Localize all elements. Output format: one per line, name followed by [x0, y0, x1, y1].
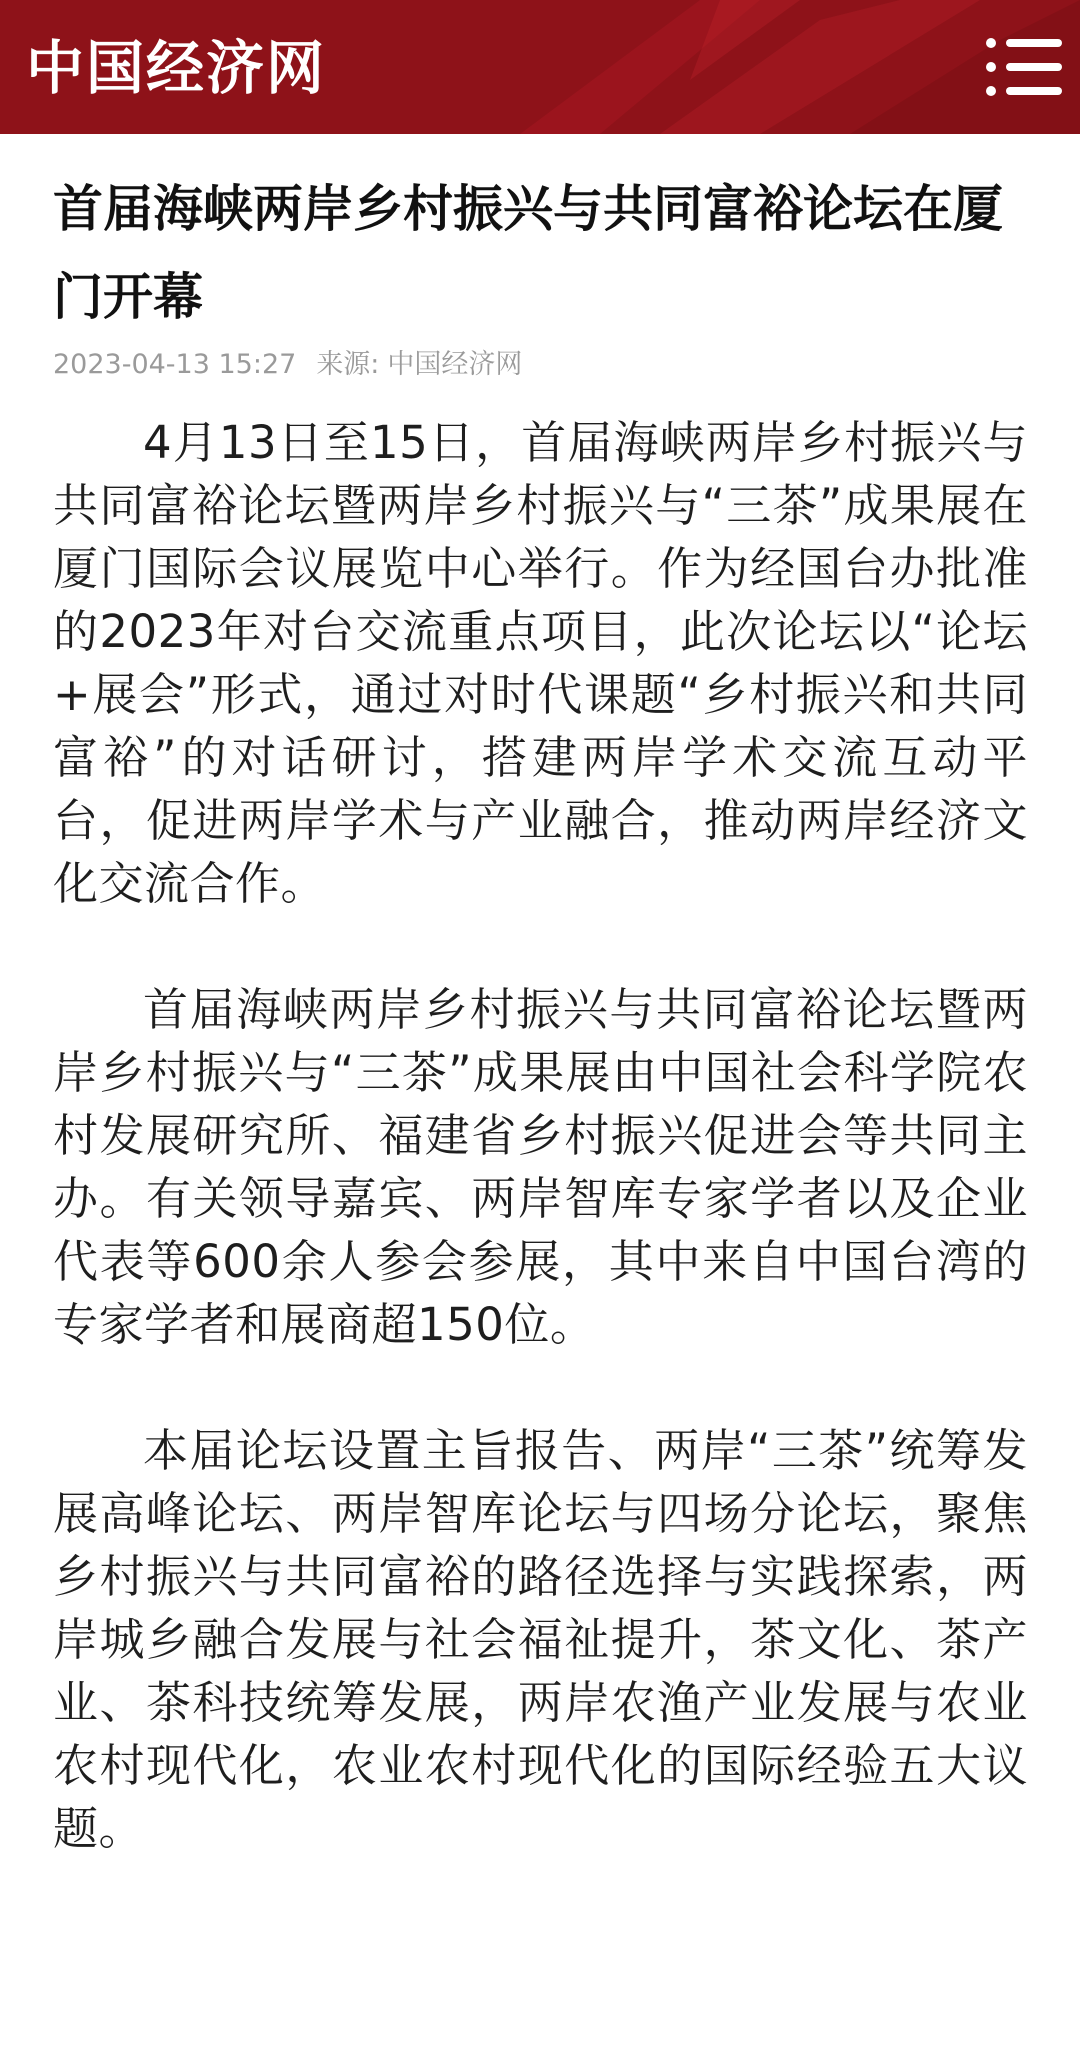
- menu-bar: [1006, 63, 1062, 71]
- article-paragraph: 首届海峡两岸乡村振兴与共同富裕论坛暨两岸乡村振兴与“三茶”成果展由中国社会科学院农村发展研究所、福建省乡村振兴促进会等共同主办。有关领导嘉宾、两岸智库专家学者以及企业代表等600余人参会参展，其中来自中国台湾的专家学者和展商超150位。: [53, 983, 1028, 1351]
- article-paragraph: 4月13日至15日，首届海峡两岸乡村振兴与共同富裕论坛暨两岸乡村振兴与“三茶”成果展在厦门国际会议展览中心举行。作为经国台办批准的2023年对台交流重点项目，此次论坛以“论坛+展会”形式，通过对时代课题“乡村振兴和共同富裕”的对话研讨，搭建两岸学术交流互动平台，促进两岸学术与产业融合，推动两岸经济文化交流合作。: [53, 416, 1028, 910]
- source-name[interactable]: 中国经济网: [387, 349, 523, 380]
- article-body: [53, 411, 1028, 1860]
- article-meta: [53, 345, 1028, 385]
- menu-bar: [1006, 39, 1062, 47]
- menu-bar: [1006, 87, 1062, 95]
- menu-dot: [986, 86, 996, 96]
- article-title: 首届海峡两岸乡村振兴与共同富裕论坛在厦门开幕: [53, 180, 1003, 326]
- menu-dot: [986, 62, 996, 72]
- article-paragraph: 本届论坛设置主旨报告、两岸“三茶”统筹发展高峰论坛、两岸智库论坛与四场分论坛，聚焦乡村振兴与共同富裕的路径选择与实践探索，两岸城乡融合发展与社会福祉提升，茶文化、茶产业、茶科技统筹发展，两岸农渔产业发展与农业农村现代化，农业农村现代化的国际经验五大议题。: [53, 1424, 1028, 1855]
- menu-icon[interactable]: [984, 30, 1064, 104]
- article: [53, 165, 1028, 1923]
- menu-dot: [986, 38, 996, 48]
- site-header: [0, 0, 1080, 134]
- source-label: 来源:: [316, 349, 380, 380]
- article-date: 2023-04-13 15:27: [53, 349, 297, 380]
- site-logo[interactable]: 中国经济网: [26, 34, 327, 102]
